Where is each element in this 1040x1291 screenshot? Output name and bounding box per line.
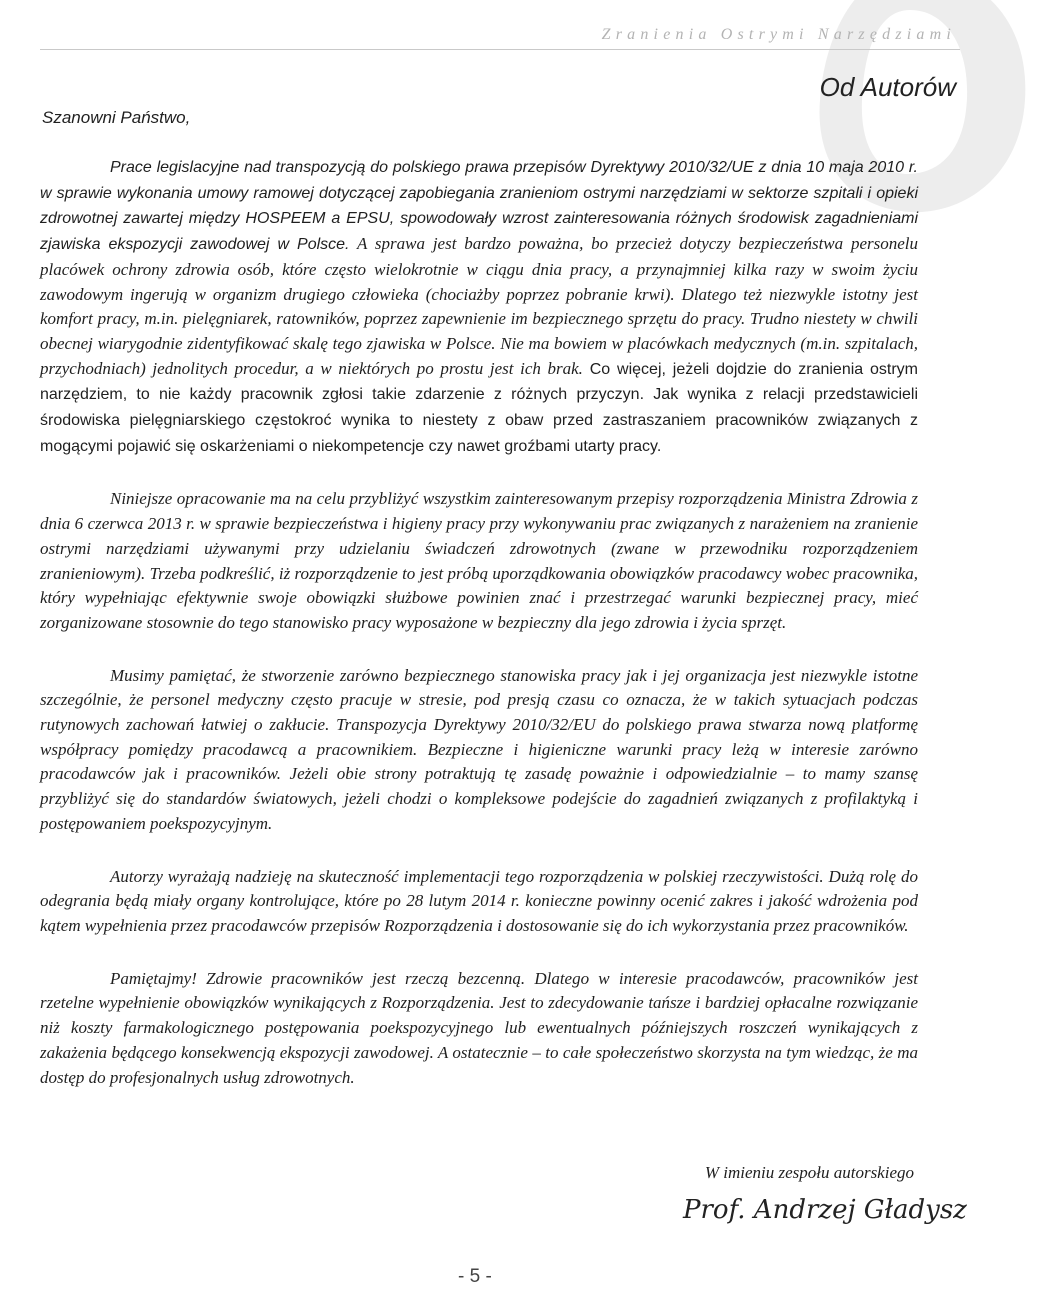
paragraph-3-text: Musimy pamiętać, że stworzenie zarówno bezpiecznego stanowiska pracy jak i jej organizacja jest niezwykle istotne szczególnie, że personel medyczny często pracuje w stresie, pod presją czasu co oznacza, że w takich sytuacjach podczas rutynowych zachowań łatwiej o zakłucie. Transpozycja Dyrektywy 2010/32/EU do polskiego prawa stwarza nową platformę współpracy pomiędzy pracodawcą a pracownikiem. Bezpieczne i higieniczne warunki pracy leżą w interesie zarówno pracodawców jak i pracowników. Jeżeli obie strony potraktują tę zasadę poważnie i odpowiedzialnie – to mamy szansę przybliżyć się do standardów światowych, jeżeli chodzi o kompleksowe podejście do zagadnień związanych z profilaktyką i postępowaniem poekspozycyjnym.: [40, 665, 918, 833]
paragraph-5: [40, 967, 918, 1091]
salutation: Szanowni Państwo,: [42, 108, 191, 127]
paragraph-2: [40, 487, 918, 635]
paragraph-4: [40, 865, 918, 939]
signature-name-text: Prof. Andrzej Gładysz: [683, 1195, 967, 1225]
letter-body: [40, 155, 918, 1118]
paragraph-1-part-c: Co więcej, jeżeli dojdzie do zranienia ostrym narzędziem, to nie każdy pracownik zgłosi takie zdarzenie z różnych przyczyn. Jak wynika z relacji przedstawicieli środowiska pielęgniarskiego częstokroć wynika to niestety z obaw przed zastraszaniem pracowników związanych z mogącymi pojawić się oskarżeniami o niekompetencje czy nawet groźbami utarty pracy.: [40, 360, 919, 455]
paragraph-1-part-a: Prace legislacyjne nad transpozycją do polskiego prawa przepisów Dyrektywy 2010/32/UE z dnia 10 maja 2010 r. w sprawie wykonania umowy ramowej dotyczącej zapobiegania zranieniom ostrymi narzędziami w sektorze szpitali i opieki zdrowotnej zawartej między HOSPEEM a EPSU, spowodowały wzrost zainteresowania różnych środowisk zagadnieniami zjawiska ekspozycji zawodowej w Polsce.: [40, 159, 918, 254]
header-divider: [40, 49, 960, 50]
paragraph-1: [40, 155, 918, 459]
section-title: Od Autorów: [819, 72, 956, 102]
page-number: - 5 -: [458, 1266, 492, 1287]
signature-script: [683, 1188, 967, 1228]
paragraph-4-text: Autorzy wyrażają nadzieję na skuteczność implementacji tego rozporządzenia w polskiej rzeczywistości. Dużą rolę do odegrania będą miały organy kontrolujące, które po 28 lutym 2014 r. konieczne powinny ocenić zakres i jakość wdrożenia pod kątem wypełnienia przez pracodawców przepisów Rozporządzenia i dostosowanie się do ich wykorzystania przez pracowników.: [40, 866, 918, 935]
paragraph-2-text: Niniejsze opracowanie ma na celu przybliżyć wszystkim zainteresowanym przepisy rozporządzenia Ministra Zdrowia z dnia 6 czerwca 2013 r. w sprawie bezpieczeństwa i higieny pracy przy wykonywaniu prac związanych z narażeniem na zranienie ostrymi narzędziami używanymi przy udzielaniu świadczeń zdrowotnych (zwane w przewodniku rozporządzeniem zranieniowym). Trzeba podkreślić, iż rozporządzenie to jest próbą uporządkowania obowiązków pracodawcy wobec pracownika, który wypełniając efektywnie swoje obowiązki służbowe powinien znać i przestrzegać warunki bezpiecznej pracy, mieć zorganizowane stosownie do tego stanowisko pracy wyposażone w bezpieczny dla jego zdrowia i życia sprzęt.: [40, 489, 918, 632]
paragraph-5-text: Pamiętajmy! Zdrowie pracowników jest rzeczą bezcenną. Dlatego w interesie pracodawców, pracowników jest rzetelne wypełnienie obowiązków wynikających z Rozporządzenia. Jest to zdecydowanie tańsze i bardziej opłacalne rozwiązanie niż koszty farmakologicznego postępowania poekspozycyjnego lub ewentualnych późniejszych roszczeń wynikających z zakażenia będącego konsekwencją ekspozycji zawodowej. A ostatecznie – to całe społeczeństwo skorzysta na tym wiedząc, że ma dostęp do profesjonalnych usług zdrowotnych.: [40, 968, 918, 1087]
paragraph-3: [40, 664, 918, 837]
paragraph-1-part-b: A sprawa jest bardzo poważna, bo przecież dotyczy bezpieczeństwa personelu placówek ochrony zdrowia osób, które często wielokrotnie w ciągu dnia pracy, a przynajmniej kilka razy w swoim życiu zawodowym ingerują w organizm drugiego człowieka (chociażby poprzez pobranie krwi). Dlatego też niezwykle istotny jest komfort pracy, m.in. pielęgniarek, ratowników, poprzez zapewnienie im bezpiecznego sprzętu do pracy. Trudno niestety w chwili obecnej wiarygodnie zidentyfikować skalę tego zjawiska w Polsce. Nie ma bowiem w placówkach medycznych (m.in. szpitalach, przychodniach) jednolitych procedur, a w niektórych po prostu jest ich brak.: [40, 234, 919, 378]
signature-role: W imieniu zespołu autorskiego: [704, 1163, 914, 1182]
document-title: Zranienia Ostrymi Narzędziami: [601, 26, 956, 43]
